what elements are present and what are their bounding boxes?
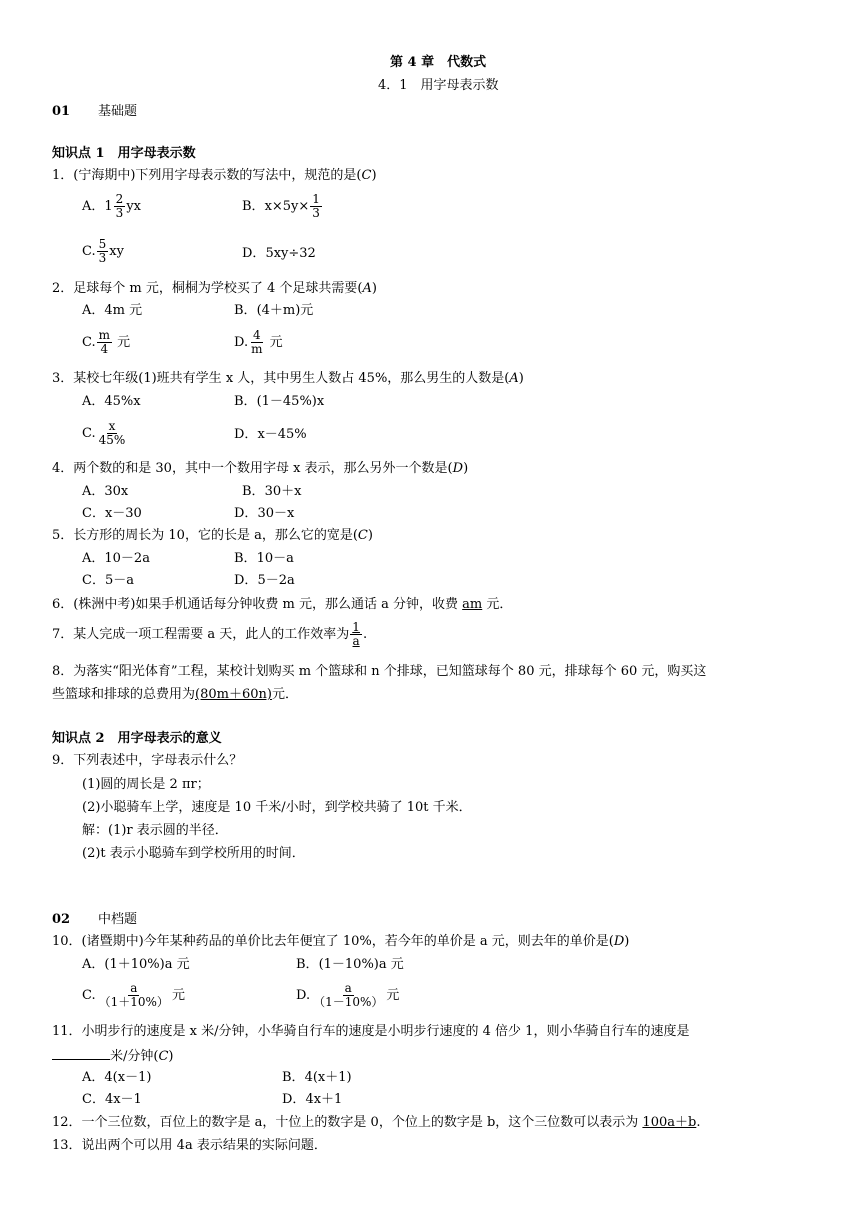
q11-blank — [52, 1047, 110, 1060]
q1-a-tail: yx — [126, 199, 141, 214]
q3-b-text: (1－45%)x — [256, 394, 325, 409]
q2-c-den: 4 — [100, 342, 109, 356]
q3-option-b — [234, 394, 324, 410]
section-title: 4．1 用字母表示数 — [378, 78, 499, 93]
q7-stem-text: 7．某人完成一项工程需要 a 天，此人的工作效率为 — [52, 627, 350, 642]
q11-a-label: A． — [82, 1070, 105, 1085]
q4-a-text: 30x — [104, 484, 129, 499]
q11-line1: 11．小明步行的速度是 x 米/分钟，小华骑自行车的速度是小明步行速度的 4 倍少 1，则小华骑自行车的速度是 — [52, 1024, 690, 1039]
q7-stem-end: . — [362, 627, 368, 642]
q2-d-num: 4 — [252, 328, 261, 342]
q7 — [52, 621, 367, 648]
q6-stem-text: 6．(株洲中考)如果手机通话每分钟收费 m 元，那么通话 a 分钟，收费 — [52, 597, 463, 612]
q1-c-fraction — [97, 238, 109, 265]
q1-b-fraction — [310, 193, 322, 220]
q2-c-num: m — [98, 328, 111, 342]
q10-c-num: a — [130, 981, 138, 995]
q3-a-label: A． — [82, 394, 105, 409]
q1-d-text: 5xy÷32 — [265, 246, 316, 261]
q11-line2-text: 米/分钟( — [110, 1049, 159, 1064]
q4-answer: D — [452, 461, 464, 476]
knowledge-point-1: 知识点 1 用字母表示数 — [52, 146, 196, 161]
q2-b-label: B． — [234, 303, 257, 318]
q11-option-c — [82, 1092, 142, 1108]
q10-option-c — [82, 982, 185, 1009]
q10-option-d — [296, 982, 399, 1009]
q1-b-num: 1 — [312, 192, 320, 206]
q11-line2 — [52, 1047, 173, 1065]
q11-d-text: 4x＋1 — [305, 1092, 343, 1107]
q10-c-fraction — [97, 982, 171, 1009]
q1-c-num: 5 — [98, 237, 107, 251]
q3-d-text: x－45% — [257, 427, 307, 442]
q1-option-d — [242, 246, 316, 262]
q4-c-text: x－30 — [104, 506, 142, 521]
q5-a-text: 10－2a — [104, 551, 150, 566]
q4-stem — [52, 461, 468, 477]
q9-solution2: (2)t 表示小聪骑车到学校所用的时间． — [82, 846, 305, 861]
q5-stem — [52, 528, 373, 544]
q1-a-label: A． — [82, 199, 105, 214]
q3-b-label: B． — [234, 394, 257, 409]
q4-a-label: A． — [82, 484, 105, 499]
q11-option-d — [282, 1092, 342, 1108]
q10-d-num: a — [344, 981, 352, 995]
q8-line2-end: 元． — [271, 687, 298, 702]
q1-c-tail: xy — [109, 244, 124, 259]
q2-c-tail: 元 — [117, 335, 131, 350]
q2-a-text: 4m 元 — [104, 303, 143, 318]
q10-a-text: (1＋10%)a 元 — [104, 957, 190, 972]
q1-a-whole: 1 — [104, 199, 113, 214]
q3-d-label: D． — [234, 427, 258, 442]
q10-stem-text: 10．(诸暨期中)今年某种药品的单价比去年便宜了 10%，若今年的单价是 a 元，则去年的单价是( — [52, 934, 614, 949]
q6-stem-end: 元． — [482, 597, 513, 612]
q5-option-b — [234, 551, 294, 567]
q11-c-label: C． — [82, 1092, 105, 1107]
q4-d-text: 30－x — [257, 506, 295, 521]
q1-option-a — [82, 193, 141, 220]
q2-d-den: m — [251, 342, 263, 356]
q10-stem — [52, 934, 629, 950]
q2-option-c — [82, 329, 130, 356]
q1-stem — [52, 168, 377, 184]
q5-b-label: B． — [234, 551, 257, 566]
q2-stem-end: ) — [371, 281, 377, 296]
q11-c-text: 4x－1 — [104, 1092, 142, 1107]
q12-answer: 100a＋b — [642, 1115, 697, 1130]
q4-option-c — [82, 506, 142, 522]
q10-b-label: B． — [296, 957, 319, 972]
q2-c-fraction — [97, 329, 112, 356]
q1-stem-text: 1．(宁海期中)下列用字母表示数的写法中，规范的是( — [52, 168, 362, 183]
q9-solution1: 解：(1)r 表示圆的半径． — [82, 823, 228, 838]
q10-a-label: A． — [82, 957, 105, 972]
q1-a-den: 3 — [115, 206, 124, 220]
q1-b-den: 3 — [312, 206, 320, 220]
q11-b-label: B． — [282, 1070, 305, 1085]
q4-b-text: 30＋x — [264, 484, 302, 499]
part2-label: 02 — [52, 912, 71, 927]
q4-stem-end: ) — [463, 461, 469, 476]
q3-option-d — [234, 427, 307, 443]
q11-b-text: 4(x＋1) — [304, 1070, 352, 1085]
q3-answer: A — [509, 371, 519, 386]
q5-a-label: A． — [82, 551, 105, 566]
q2-d-tail: 元 — [269, 335, 283, 350]
q10-c-label: C. — [82, 988, 96, 1003]
q5-answer: C — [357, 528, 368, 543]
q5-c-text: 5－a — [104, 573, 134, 588]
q2-stem-text: 2．足球每个 m 元，桐桐为学校买了 4 个足球共需要( — [52, 281, 363, 296]
q12-stem-text: 12．一个三位数，百位上的数字是 a，十位上的数字是 0，个位上的数字是 b，这个三位数可以表示为 — [52, 1115, 643, 1130]
q1-a-fraction — [114, 193, 126, 220]
q8-line1: 8．为落实“阳光体育”工程，某校计划购买 m 个篮球和 n 个排球，已知篮球每个 80 元，排球每个 60 元，购买这 — [52, 664, 707, 679]
q8-line2 — [52, 687, 298, 703]
q10-d-fraction — [311, 982, 385, 1009]
part1-title: 基础题 — [98, 104, 138, 119]
q2-b-text: (4＋m)元 — [256, 303, 314, 318]
q1-stem-end: ) — [371, 168, 377, 183]
q1-a-num: 2 — [115, 192, 124, 206]
q2-answer: A — [362, 281, 372, 296]
q13: 13．说出两个可以用 4a 表示结果的实际问题． — [52, 1138, 327, 1153]
q4-b-label: B． — [242, 484, 265, 499]
q10-d-tail: 元 — [386, 988, 400, 1003]
q10-option-b — [296, 957, 404, 973]
q11-option-b — [282, 1070, 352, 1086]
q1-c-den: 3 — [98, 251, 107, 265]
part1-label: 01 — [52, 104, 71, 119]
q2-option-b — [234, 303, 313, 319]
q1-d-label: D． — [242, 246, 266, 261]
q4-c-label: C． — [82, 506, 105, 521]
q3-c-num: x — [108, 419, 116, 433]
q4-stem-text: 4．两个数的和是 30，其中一个数用字母 x 表示，那么另外一个数是( — [52, 461, 453, 476]
q10-b-text: (1－10%)a 元 — [318, 957, 404, 972]
q1-b-pre: x×5y× — [264, 199, 310, 214]
q5-option-a — [82, 551, 150, 567]
q2-option-a — [82, 303, 142, 319]
q1-option-b — [242, 193, 323, 220]
part2-title: 中档题 — [98, 912, 138, 927]
q9-part1: (1)圆的周长是 2 πr； — [82, 777, 210, 792]
knowledge-point-2: 知识点 2 用字母表示的意义 — [52, 731, 222, 746]
q2-option-d — [234, 329, 283, 356]
q4-d-label: D． — [234, 506, 258, 521]
q12-stem-end: . — [696, 1115, 701, 1130]
q7-num: 1 — [352, 620, 360, 634]
q2-stem — [52, 281, 377, 297]
q2-d-label: D. — [234, 335, 249, 350]
q11-d-label: D． — [282, 1092, 306, 1107]
q1-b-label: B． — [242, 199, 265, 214]
q4-option-d — [234, 506, 294, 522]
q1-answer: C — [361, 168, 372, 183]
q1-c-label: C. — [82, 244, 96, 259]
q10-answer: D — [613, 934, 625, 949]
q4-option-b — [242, 484, 301, 500]
q9-stem: 9．下列表述中，字母表示什么？ — [52, 753, 243, 768]
q7-answer-fraction — [350, 621, 362, 648]
q3-c-fraction — [97, 420, 128, 447]
q8-line2-text: 些篮球和排球的总费用为 — [52, 687, 196, 702]
q3-option-c — [82, 420, 128, 447]
q1-option-c — [82, 238, 124, 265]
q11-a-text: 4(x－1) — [104, 1070, 152, 1085]
q11-option-a — [82, 1070, 151, 1086]
q5-stem-text: 5．长方形的周长为 10，它的长是 a，那么它的宽是( — [52, 528, 358, 543]
q5-b-text: 10－a — [256, 551, 294, 566]
q5-stem-end: ) — [367, 528, 373, 543]
q3-option-a — [82, 394, 141, 410]
q10-option-a — [82, 957, 190, 973]
q5-d-label: D． — [234, 573, 258, 588]
q5-c-label: C． — [82, 573, 105, 588]
q10-c-den: （1＋10%） — [98, 995, 169, 1009]
q3-stem-text: 3．某校七年级(1)班共有学生 x 人，其中男生人数占 45%，那么男生的人数是( — [52, 371, 510, 386]
q3-c-den: 45% — [98, 433, 126, 447]
chapter-title: 第 4 章 代数式 — [390, 55, 487, 70]
q3-stem — [52, 371, 524, 387]
q10-stem-end: ) — [624, 934, 630, 949]
q11-line2-end: ) — [168, 1049, 174, 1064]
q3-a-text: 45%x — [104, 394, 141, 409]
q6 — [52, 597, 512, 613]
q5-option-c — [82, 573, 134, 589]
q3-c-label: C. — [82, 426, 96, 441]
q3-stem-end: ) — [518, 371, 524, 386]
q10-c-tail: 元 — [171, 988, 185, 1003]
q10-d-label: D. — [296, 988, 311, 1003]
q5-option-d — [234, 573, 295, 589]
q5-d-text: 5－2a — [257, 573, 295, 588]
q8-answer: (80m＋60n) — [195, 687, 272, 702]
q2-a-label: A． — [82, 303, 105, 318]
q2-c-label: C. — [82, 335, 96, 350]
q11-answer: C — [158, 1049, 169, 1064]
q4-option-a — [82, 484, 128, 500]
q2-d-fraction — [249, 329, 264, 356]
q7-den: a — [352, 634, 360, 648]
q9-part2: (2)小聪骑车上学，速度是 10 千米/小时，到学校共骑了 10t 千米． — [82, 800, 472, 815]
q6-answer: am — [462, 597, 483, 612]
q10-d-den: （1－10%） — [313, 995, 384, 1009]
q12 — [52, 1115, 700, 1131]
